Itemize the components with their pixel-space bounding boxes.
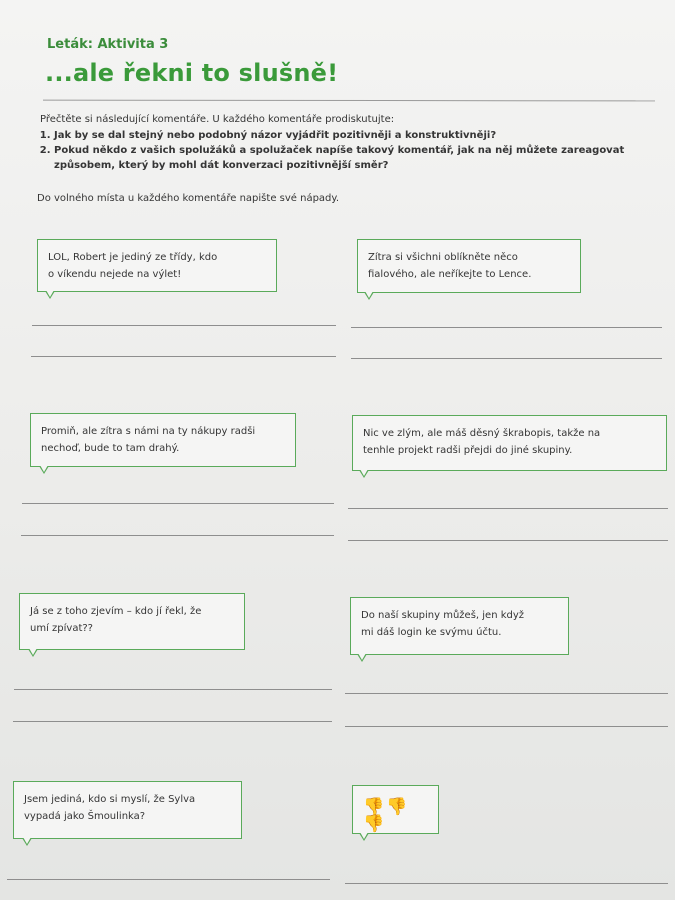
comment-bubble-1	[37, 239, 277, 292]
comment-line: LOL, Robert je jediný ze třídy, kdo	[48, 252, 218, 263]
bubble-tail	[39, 466, 49, 474]
answer-line[interactable]	[31, 356, 336, 357]
instructions-lead: Přečtěte si následující komentáře. U každého komentáře prodiskutujte:	[40, 114, 395, 125]
worksheet-subtitle: Leták: Aktivita 3	[47, 37, 169, 52]
comment-line: tenhle projekt radši přejdi do jiné skupiny.	[363, 445, 573, 456]
comment-bubble-2	[357, 239, 581, 293]
answer-line[interactable]	[345, 883, 668, 884]
question-2: 2. Pokud někdo z vašich spolužáků a spolužaček napíše takový komentář, jak na něj můžete zareagovat způsobem, který by mohl dát konverzaci pozitivnější směr?	[54, 143, 670, 173]
writing-instruction: Do volného místa u každého komentáře napište své nápady.	[37, 193, 340, 204]
discussion-questions	[40, 128, 670, 173]
bubble-tail	[359, 833, 369, 841]
comment-line: mi dáš login ke svýmu účtu.	[361, 627, 502, 638]
comment-line: nechoď, bude to tam drahý.	[41, 443, 180, 454]
comment-line: o víkendu nejede na výlet!	[48, 269, 182, 280]
answer-line[interactable]	[345, 726, 668, 727]
bubble-tail	[357, 654, 367, 662]
answer-line[interactable]	[351, 327, 662, 328]
answer-line[interactable]	[21, 535, 334, 536]
answer-line[interactable]	[32, 325, 336, 326]
bubble-tail	[28, 649, 38, 657]
worksheet-title: ...ale řekni to slušně!	[45, 59, 339, 87]
bubble-tail	[45, 291, 55, 299]
comment-line: fialového, ale neříkejte to Lence.	[368, 269, 532, 280]
comment-line: Do naší skupiny můžeš, jen když	[361, 610, 525, 621]
bubble-tail	[364, 292, 374, 300]
comment-bubble-7	[13, 781, 242, 839]
answer-line[interactable]	[14, 689, 332, 690]
thumbs-down-icon: 👎👎👎	[363, 797, 410, 834]
instructions	[40, 112, 670, 173]
comment-bubble-emoji	[352, 785, 439, 834]
comment-bubble-4	[352, 415, 667, 471]
answer-line[interactable]	[351, 358, 662, 359]
comment-bubble-6	[350, 597, 569, 655]
question-1: 1. Jak by se dal stejný nebo podobný názor vyjádřit pozitivněji a konstruktivněji?	[54, 128, 670, 143]
comment-line: Promiň, ale zítra s námi na ty nákupy radši	[41, 426, 256, 437]
title-divider	[43, 100, 655, 102]
comment-line: umí zpívat??	[30, 623, 93, 634]
answer-line[interactable]	[7, 879, 330, 880]
bubble-tail	[359, 470, 369, 478]
comment-line: Já se z toho zjevím – kdo jí řekl, že	[30, 606, 202, 617]
comment-line: Zítra si všichni oblíkněte něco	[368, 252, 518, 263]
answer-line[interactable]	[348, 540, 668, 541]
comment-bubble-5	[19, 593, 245, 650]
answer-line[interactable]	[13, 721, 332, 722]
bubble-tail	[22, 838, 32, 846]
comment-line: vypadá jako Šmoulinka?	[24, 811, 146, 822]
comment-bubble-3	[30, 413, 296, 467]
comment-line: Nic ve zlým, ale máš děsný škrabopis, takže na	[363, 428, 601, 439]
comment-line: Jsem jediná, kdo si myslí, že Sylva	[24, 794, 196, 805]
answer-line[interactable]	[348, 508, 668, 509]
answer-line[interactable]	[345, 693, 668, 694]
answer-line[interactable]	[22, 503, 334, 504]
